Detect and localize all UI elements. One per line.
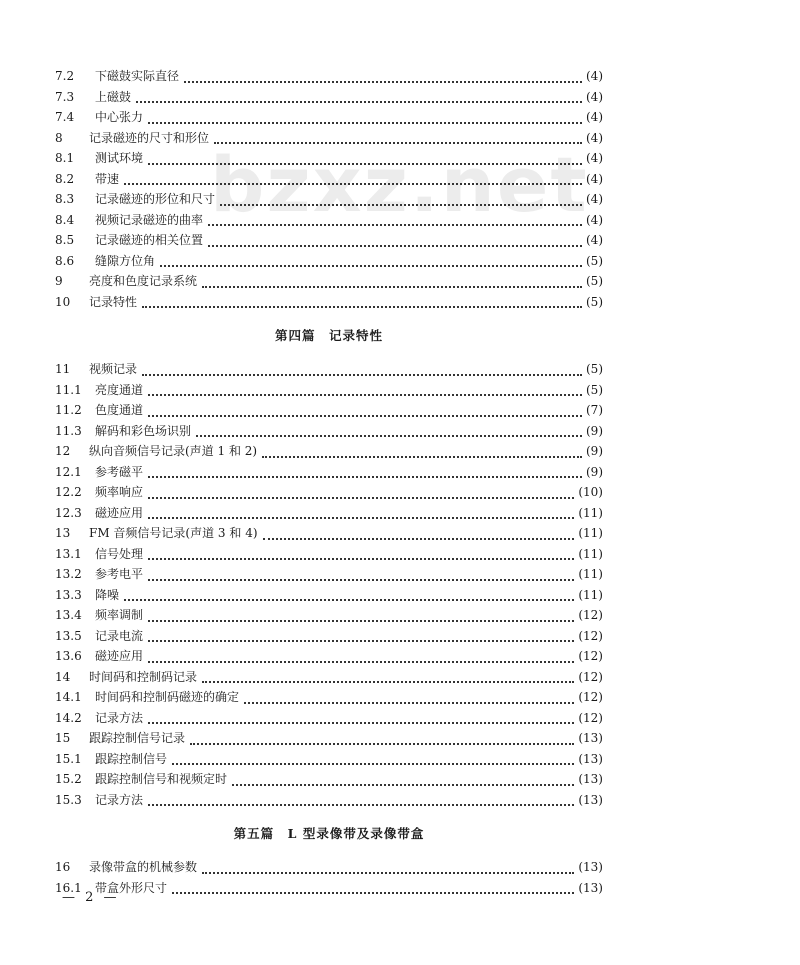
toc-entry-number: 15.1 bbox=[55, 751, 82, 766]
toc-entry-page: (11) bbox=[578, 587, 603, 602]
toc-entry-page: (5) bbox=[586, 382, 603, 397]
dot-leader bbox=[124, 182, 582, 185]
toc-entry-page: (13) bbox=[578, 772, 603, 786]
toc-entry-page: (4) bbox=[586, 233, 603, 247]
dot-leader bbox=[136, 100, 582, 103]
dot-leader bbox=[148, 660, 574, 663]
toc-entry-page: (12) bbox=[578, 669, 603, 684]
dot-leader bbox=[208, 244, 582, 247]
dot-leader bbox=[148, 414, 582, 417]
dot-leader bbox=[148, 475, 582, 478]
toc-entry-page: (5) bbox=[586, 253, 603, 268]
toc-entry-number: 12.1 bbox=[55, 464, 82, 479]
toc-entry-number: 8.3 bbox=[55, 192, 75, 206]
toc-entry-title: 中心张力 bbox=[95, 110, 144, 124]
toc-entry-title: 磁迹应用 bbox=[95, 505, 144, 520]
toc-entry-title: 录像带盒的机械参数 bbox=[89, 860, 198, 874]
toc-entry bbox=[55, 503, 603, 524]
dot-leader bbox=[190, 742, 574, 745]
toc-entry bbox=[55, 857, 603, 878]
toc-entry-title: 时间码和控制码磁迹的确定 bbox=[95, 690, 240, 704]
table-of-contents bbox=[55, 66, 603, 898]
toc-entry-title: FM 音频信号记录(声道 3 和 4) bbox=[89, 526, 258, 540]
toc-entry-page: (12) bbox=[578, 710, 603, 725]
toc-entry-title: 带速 bbox=[95, 171, 120, 186]
toc-entry bbox=[55, 564, 603, 585]
dot-leader bbox=[184, 80, 582, 83]
toc-entry-title: 色度通道 bbox=[95, 403, 144, 417]
watermark: bzxz.net bbox=[210, 140, 589, 229]
toc-entry bbox=[55, 359, 603, 380]
dot-leader bbox=[196, 434, 582, 437]
toc-entry-number: 13.3 bbox=[55, 587, 82, 602]
dot-leader bbox=[148, 721, 574, 724]
dot-leader bbox=[232, 783, 574, 786]
toc-entry-title: 测试环境 bbox=[95, 151, 144, 165]
toc-entry-page: (4) bbox=[586, 69, 603, 83]
toc-entry-title: 记录磁迹的尺寸和形位 bbox=[89, 130, 210, 145]
toc-entry bbox=[55, 189, 603, 210]
toc-entry-page: (5) bbox=[586, 274, 603, 288]
toc-entry-number: 8.4 bbox=[55, 212, 75, 227]
dot-leader bbox=[142, 305, 582, 308]
toc-entry-page: (9) bbox=[586, 444, 603, 458]
dot-leader bbox=[148, 162, 582, 165]
toc-entry-title: 下磁鼓实际直径 bbox=[95, 69, 180, 83]
toc-entry-title: 上磁鼓 bbox=[95, 89, 132, 104]
toc-entry-number: 12.2 bbox=[55, 485, 82, 499]
dot-leader bbox=[214, 141, 582, 144]
dot-leader bbox=[208, 223, 582, 226]
toc-entry-title: 信号处理 bbox=[95, 546, 144, 561]
toc-entry-title: 参考电平 bbox=[95, 567, 144, 581]
toc-entry bbox=[55, 728, 603, 749]
toc-entry-number: 10 bbox=[55, 294, 71, 309]
toc-entry bbox=[55, 251, 603, 272]
toc-entry bbox=[55, 482, 603, 503]
toc-entry-title: 磁迹应用 bbox=[95, 649, 144, 663]
toc-entry-page: (11) bbox=[578, 567, 603, 581]
toc-entry bbox=[55, 605, 603, 626]
toc-entry-page: (13) bbox=[578, 731, 603, 745]
toc-entry-title: 视频记录 bbox=[89, 362, 138, 376]
toc-entry-page: (4) bbox=[586, 110, 603, 124]
toc-entry-number: 14.2 bbox=[55, 710, 82, 725]
toc-entry-title: 跟踪控制信号和视频定时 bbox=[95, 772, 228, 786]
toc-entry-title: 视频记录磁迹的曲率 bbox=[95, 212, 204, 227]
dot-leader bbox=[148, 803, 574, 806]
toc-entry-title: 亮度和色度记录系统 bbox=[89, 274, 198, 288]
toc-entry bbox=[55, 107, 603, 128]
dot-leader bbox=[148, 393, 582, 396]
toc-entry-page: (9) bbox=[586, 423, 603, 438]
dot-leader bbox=[172, 891, 574, 894]
toc-entry bbox=[55, 708, 603, 729]
dot-leader bbox=[148, 619, 574, 622]
toc-entry-page: (11) bbox=[578, 546, 603, 561]
dot-leader bbox=[124, 598, 574, 601]
toc-entry-number: 12.3 bbox=[55, 505, 82, 520]
toc-entry bbox=[55, 878, 603, 899]
toc-entry bbox=[55, 230, 603, 251]
toc-entry-page: (12) bbox=[578, 608, 603, 622]
toc-entry bbox=[55, 148, 603, 169]
toc-entry-page: (4) bbox=[586, 212, 603, 227]
toc-entry-number: 7.4 bbox=[55, 110, 75, 124]
toc-entry-number: 11.3 bbox=[55, 423, 82, 438]
toc-entry-number: 8.5 bbox=[55, 233, 75, 247]
toc-entry-title: 缝隙方位角 bbox=[95, 253, 156, 268]
toc-entry-title: 亮度通道 bbox=[95, 382, 144, 397]
toc-entry-title: 记录磁迹的相关位置 bbox=[95, 233, 204, 247]
toc-entry-title: 频率响应 bbox=[95, 485, 144, 499]
toc-entry bbox=[55, 421, 603, 442]
toc-entry-title: 参考磁平 bbox=[95, 464, 144, 479]
dot-leader bbox=[262, 455, 582, 458]
toc-entry-number: 13.1 bbox=[55, 546, 82, 561]
toc-entry bbox=[55, 66, 603, 87]
toc-entry bbox=[55, 271, 603, 292]
dot-leader bbox=[202, 285, 582, 288]
toc-entry-title: 降噪 bbox=[95, 587, 120, 602]
toc-section-cassette bbox=[55, 857, 603, 898]
toc-entry-page: (10) bbox=[578, 485, 603, 499]
toc-entry-title: 解码和彩色场识别 bbox=[95, 423, 192, 438]
dot-leader bbox=[202, 680, 574, 683]
toc-entry-number: 8.6 bbox=[55, 253, 75, 268]
dot-leader bbox=[142, 373, 582, 376]
dot-leader bbox=[244, 701, 574, 704]
toc-entry-page: (13) bbox=[578, 792, 603, 807]
toc-entry-page: (13) bbox=[578, 880, 603, 895]
dot-leader bbox=[220, 203, 582, 206]
toc-entry-number: 11.1 bbox=[55, 382, 82, 397]
toc-entry-number: 14 bbox=[55, 669, 71, 684]
dot-leader bbox=[172, 762, 574, 765]
page-number-footer: — 2 — bbox=[62, 890, 120, 905]
toc-entry-number: 8.2 bbox=[55, 171, 75, 186]
toc-entry-title: 频率调制 bbox=[95, 608, 144, 622]
toc-entry-number: 7.2 bbox=[55, 69, 75, 83]
toc-entry-number: 15.2 bbox=[55, 772, 82, 786]
toc-entry-title: 纵向音频信号记录(声道 1 和 2) bbox=[89, 444, 258, 458]
toc-entry-number: 13 bbox=[55, 526, 71, 540]
toc-entry-page: (4) bbox=[586, 89, 603, 104]
toc-entry-page: (13) bbox=[578, 860, 603, 874]
toc-entry-title: 记录特性 bbox=[89, 294, 138, 309]
toc-entry-number: 8.1 bbox=[55, 151, 75, 165]
toc-entry bbox=[55, 687, 603, 708]
toc-entry-title: 记录磁迹的形位和尺寸 bbox=[95, 192, 216, 206]
toc-entry-number: 7.3 bbox=[55, 89, 75, 104]
toc-entry bbox=[55, 749, 603, 770]
toc-entry-page: (4) bbox=[586, 171, 603, 186]
toc-entry-title: 记录电流 bbox=[95, 628, 144, 643]
toc-entry-page: (4) bbox=[586, 192, 603, 206]
toc-entry bbox=[55, 790, 603, 811]
dot-leader bbox=[148, 516, 574, 519]
toc-entry bbox=[55, 462, 603, 483]
toc-entry-number: 16 bbox=[55, 860, 71, 874]
toc-entry-number: 15 bbox=[55, 731, 71, 745]
toc-entry-title: 跟踪控制信号 bbox=[95, 751, 168, 766]
dot-leader bbox=[148, 639, 574, 642]
toc-entry bbox=[55, 380, 603, 401]
toc-entry-page: (12) bbox=[578, 649, 603, 663]
toc-entry-page: (7) bbox=[586, 403, 603, 417]
toc-entry bbox=[55, 169, 603, 190]
toc-entry-number: 13.4 bbox=[55, 608, 82, 622]
toc-entry-page: (12) bbox=[578, 690, 603, 704]
toc-entry bbox=[55, 769, 603, 790]
toc-entry-number: 13.5 bbox=[55, 628, 82, 643]
toc-section-structure bbox=[55, 66, 603, 312]
toc-entry-number: 15.3 bbox=[55, 792, 82, 807]
toc-entry bbox=[55, 210, 603, 231]
dot-leader bbox=[263, 537, 575, 540]
toc-entry-title: 记录方法 bbox=[95, 792, 144, 807]
toc-entry-page: (11) bbox=[578, 526, 603, 540]
toc-entry-number: 11.2 bbox=[55, 403, 82, 417]
toc-entry-number: 16.1 bbox=[55, 880, 82, 895]
toc-entry-title: 带盒外形尺寸 bbox=[95, 880, 168, 895]
toc-entry-number: 8 bbox=[55, 130, 63, 145]
toc-entry-number: 13.6 bbox=[55, 649, 82, 663]
toc-entry-number: 11 bbox=[55, 362, 71, 376]
toc-entry-number: 9 bbox=[55, 274, 63, 288]
toc-entry-page: (11) bbox=[578, 505, 603, 520]
toc-entry-page: (4) bbox=[586, 130, 603, 145]
dot-leader bbox=[148, 121, 582, 124]
part-heading-4: 第四篇 记录特性 bbox=[274, 328, 383, 343]
toc-entry bbox=[55, 523, 603, 544]
toc-entry bbox=[55, 128, 603, 149]
toc-entry bbox=[55, 400, 603, 421]
toc-entry bbox=[55, 87, 603, 108]
toc-entry-number: 14.1 bbox=[55, 690, 82, 704]
toc-entry-number: 12 bbox=[55, 444, 71, 458]
toc-entry bbox=[55, 292, 603, 313]
dot-leader bbox=[160, 264, 582, 267]
dot-leader bbox=[148, 496, 574, 499]
toc-entry-page: (9) bbox=[586, 464, 603, 479]
toc-entry-page: (4) bbox=[586, 151, 603, 165]
toc-entry bbox=[55, 626, 603, 647]
toc-entry bbox=[55, 585, 603, 606]
dot-leader bbox=[148, 557, 574, 560]
toc-entry-page: (5) bbox=[586, 294, 603, 309]
part-heading-5: 第五篇 L 型录像带及录像带盒 bbox=[233, 826, 425, 841]
toc-entry-page: (5) bbox=[586, 362, 603, 376]
dot-leader bbox=[148, 578, 574, 581]
toc-entry-page: (13) bbox=[578, 751, 603, 766]
toc-entry-number: 13.2 bbox=[55, 567, 82, 581]
toc-entry bbox=[55, 441, 603, 462]
dot-leader bbox=[202, 871, 574, 874]
toc-entry-title: 时间码和控制码记录 bbox=[89, 669, 198, 684]
toc-entry bbox=[55, 646, 603, 667]
toc-section-recording bbox=[55, 359, 603, 810]
toc-entry bbox=[55, 544, 603, 565]
toc-entry-title: 记录方法 bbox=[95, 710, 144, 725]
toc-entry-page: (12) bbox=[578, 628, 603, 643]
toc-entry-title: 跟踪控制信号记录 bbox=[89, 731, 186, 745]
toc-entry bbox=[55, 667, 603, 688]
